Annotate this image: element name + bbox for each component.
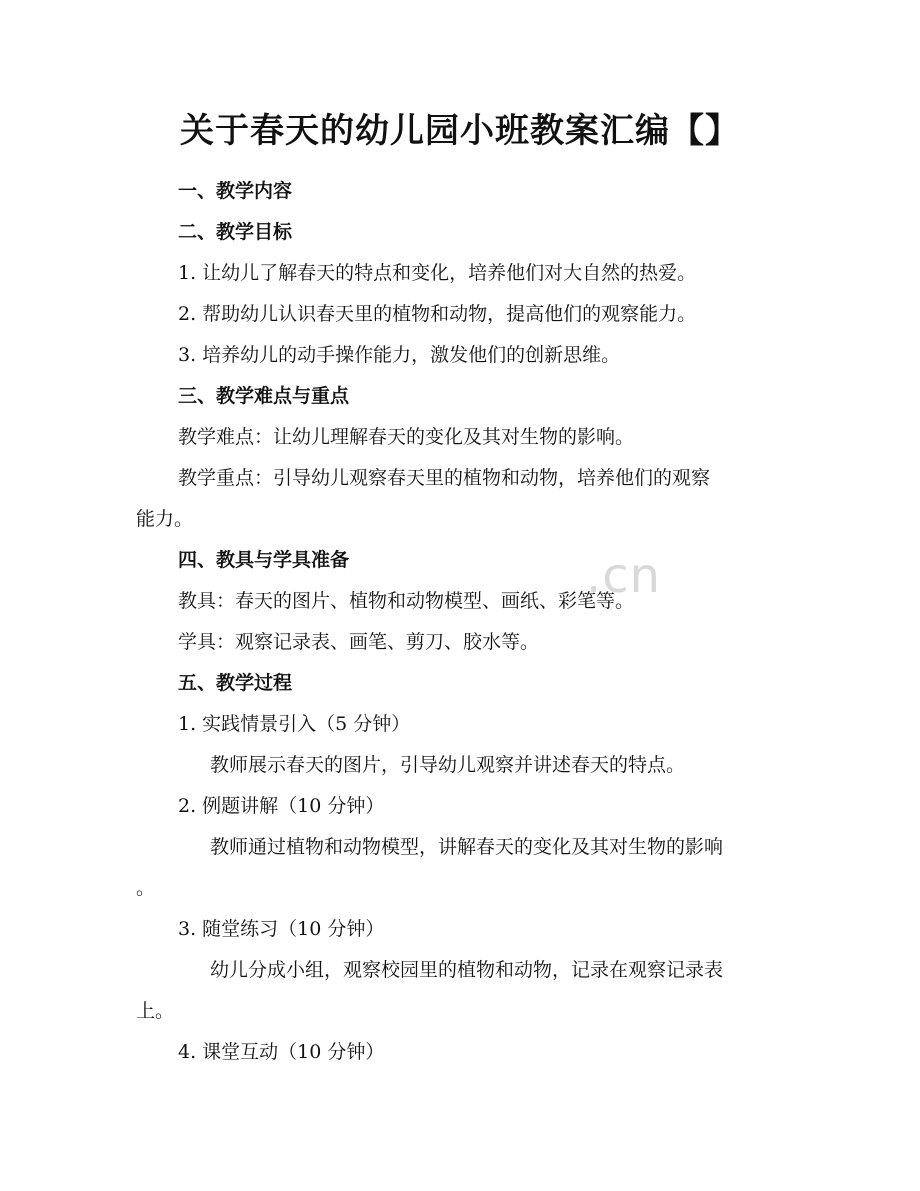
document-title: 关于春天的幼儿园小班教案汇编【】 [180,111,740,151]
process-step-desc: 教师展示春天的图片，引导幼儿观察并讲述春天的特点。 [210,754,686,776]
section-heading-content: 一、教学内容 [178,180,293,202]
section-heading-process: 五、教学过程 [178,672,293,694]
process-step-desc-cont: 上。 [136,1000,175,1022]
watermark: .cn [586,548,662,604]
process-step-desc-cont: 。 [136,877,156,899]
process-step-title: 1. 实践情景引入（5 分钟） [178,713,411,735]
goal-item: 2. 帮助幼儿认识春天里的植物和动物，提高他们的观察能力。 [178,303,697,325]
section-heading-goals: 二、教学目标 [178,221,293,243]
section-heading-difficulty: 三、教学难点与重点 [178,385,350,407]
process-step-title: 4. 课堂互动（10 分钟） [178,1041,385,1063]
goal-item: 3. 培养幼儿的动手操作能力，激发他们的创新思维。 [178,344,621,366]
process-step-desc: 幼儿分成小组，观察校园里的植物和动物，记录在观察记录表 [210,959,724,981]
section-heading-aids: 四、教具与学具准备 [178,549,350,571]
key-point-text: 教学重点：引导幼儿观察春天里的植物和动物，培养他们的观察 [178,467,711,489]
learning-aids-text: 学具：观察记录表、画笔、剪刀、胶水等。 [178,631,540,653]
key-point-text-cont: 能力。 [136,508,194,530]
process-step-title: 2. 例题讲解（10 分钟） [178,795,385,817]
goal-item: 1. 让幼儿了解春天的特点和变化，培养他们对大自然的热爱。 [178,262,697,284]
teaching-aids-text: 教具：春天的图片、植物和动物模型、画纸、彩笔等。 [178,590,635,612]
process-step-title: 3. 随堂练习（10 分钟） [178,918,385,940]
process-step-desc: 教师通过植物和动物模型，讲解春天的变化及其对生物的影响 [210,836,724,858]
difficulty-text: 教学难点：让幼儿理解春天的变化及其对生物的影响。 [178,426,635,448]
